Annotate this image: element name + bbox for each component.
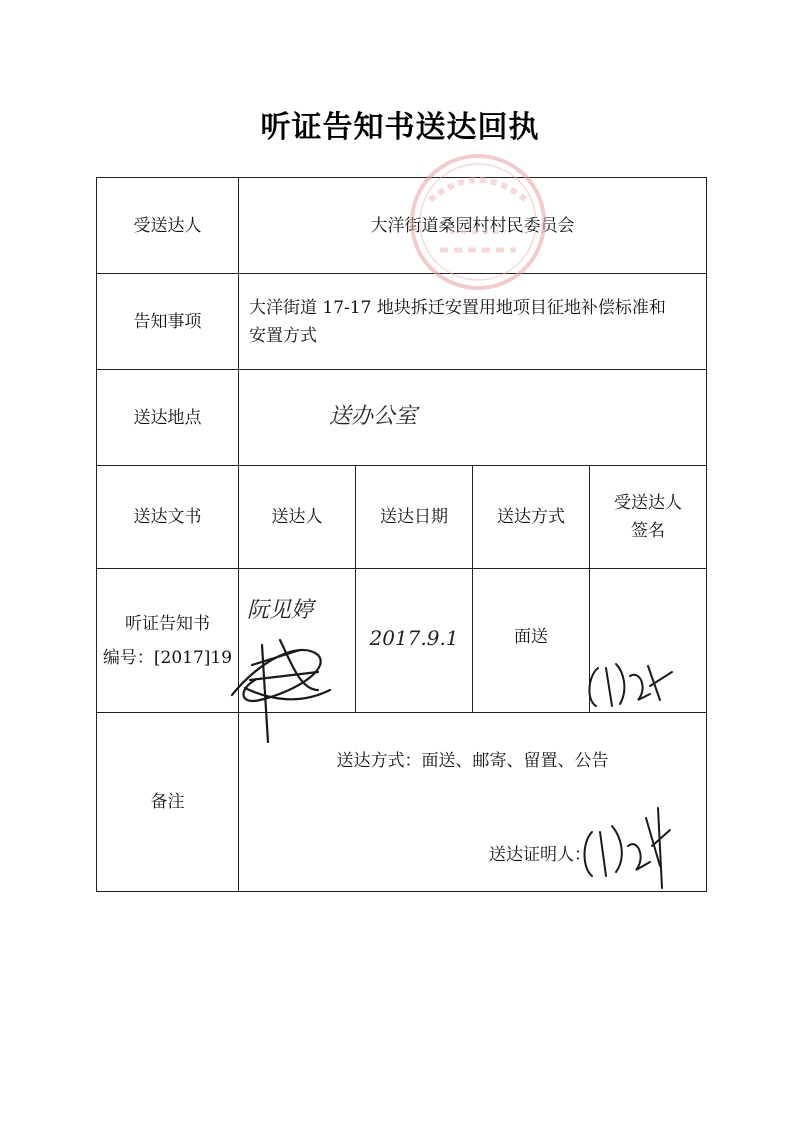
delivery-date: 2017.9.1	[369, 625, 459, 650]
page-title: 听证告知书送达回执	[260, 110, 540, 145]
delivery-method: 面送	[514, 627, 548, 647]
matter-label: 告知事项	[97, 274, 239, 370]
remarks-row	[97, 713, 707, 892]
matter-line-2: 安置方式	[249, 325, 317, 346]
method-cell	[473, 569, 590, 713]
document-number: 编号：[2017]19	[102, 647, 233, 668]
receipt-table	[96, 177, 707, 892]
document-row	[97, 569, 707, 713]
doc-header-label: 送达文书	[97, 466, 239, 569]
place-handwriting: 送办公室	[329, 404, 418, 429]
header-row	[97, 466, 707, 569]
remarks-label: 备注	[97, 713, 239, 892]
witness-label: 送达证明人：	[489, 845, 591, 865]
recipient-signature-cell	[590, 569, 707, 713]
matter-line-1: 大洋街道 17-17 地块拆迁安置用地项目征地补偿标准和	[249, 297, 666, 318]
place-row	[97, 370, 707, 466]
deliverer-signature-cell	[239, 569, 356, 713]
place-label: 送达地点	[97, 370, 239, 466]
signature-header-line-1: 受送达人	[614, 493, 682, 513]
document-name-line-1: 听证告知书	[125, 613, 210, 634]
place-value	[239, 370, 707, 466]
remarks-cell	[239, 713, 707, 892]
matter-row	[97, 274, 707, 370]
deliverer-signature: 阮见婷	[247, 598, 314, 623]
matter-value	[239, 274, 707, 370]
signature-header	[590, 466, 707, 569]
date-cell	[356, 569, 473, 713]
recipient-row	[97, 178, 707, 274]
remarks-methods: 送达方式：面送、邮寄、留置、公告	[336, 751, 609, 771]
deliverer-header: 送达人	[239, 466, 356, 569]
signature-header-line-2: 签名	[631, 521, 665, 541]
method-header: 送达方式	[473, 466, 590, 569]
date-header: 送达日期	[356, 466, 473, 569]
recipient-value: 大洋街道桑园村村民委员会	[239, 178, 707, 274]
document-name	[97, 569, 239, 713]
recipient-label: 受送达人	[97, 178, 239, 274]
